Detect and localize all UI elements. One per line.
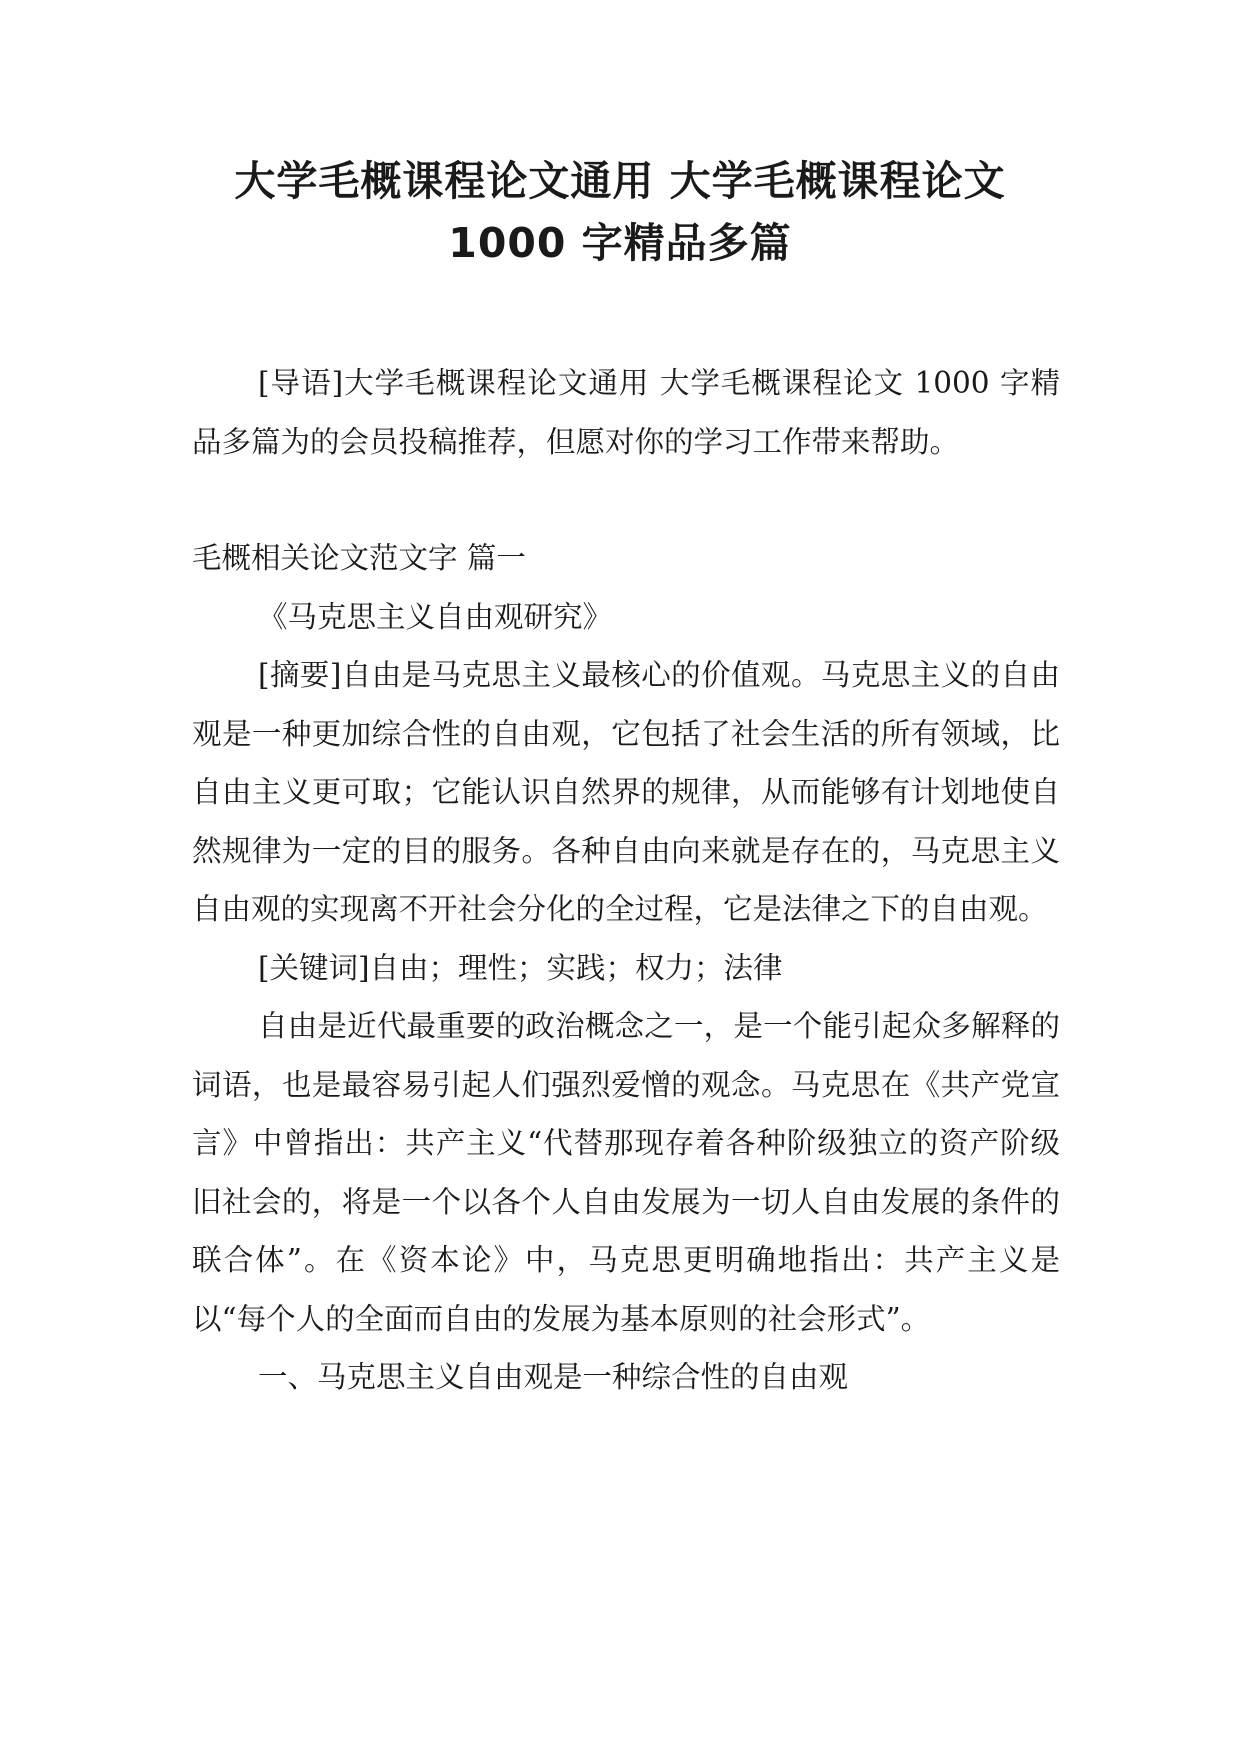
body-paragraph: 自由是近代最重要的政治概念之一，是一个能引起众多解释的词语，也是最容易引起人们强烈爱憎的观念。马克思在《共产党宣言》中曾指出：共产主义“代替那现存着各种阶级独立的资产阶级旧社会的，将是一个以各个人自由发展为一切人自由发展的条件的联合体”。在《资本论》中，马克思更明确地指出：共产主义是以“每个人的全面而自由的发展为基本原则的社会形式”。 — [192, 1009, 1060, 1336]
title-line-2: 1000 字精品多篇 — [448, 219, 792, 267]
title-line-1: 大学毛概课程论文通用 大学毛概课程论文 — [234, 157, 1006, 205]
keywords-line: [关键词]自由；理性；实践；权力；法律 — [258, 950, 783, 985]
document-title — [150, 150, 1090, 274]
subheading: 一、马克思主义自由观是一种综合性的自由观 — [258, 1360, 849, 1394]
document-body — [192, 354, 1060, 1407]
intro-paragraph: [导语]大学毛概课程论文通用 大学毛概课程论文 1000 字精品多篇为的会员投稿推荐，但愿对你的学习工作带来帮助。 — [192, 366, 1060, 459]
section-heading: 毛概相关论文范文字 篇一 — [192, 541, 526, 575]
article-title: 《马克思主义自由观研究》 — [258, 599, 613, 634]
abstract-paragraph: [摘要]自由是马克思主义最核心的价值观。马克思主义的自由观是一种更加综合性的自由观，它包括了社会生活的所有领域，比自由主义更可取；它能认识自然界的规律，从而能够有计划地使自然规律为一定的目的服务。各种自由向来就是存在的，马克思主义自由观的实现离不开社会分化的全过程，它是法律之下的自由观。 — [192, 658, 1060, 926]
